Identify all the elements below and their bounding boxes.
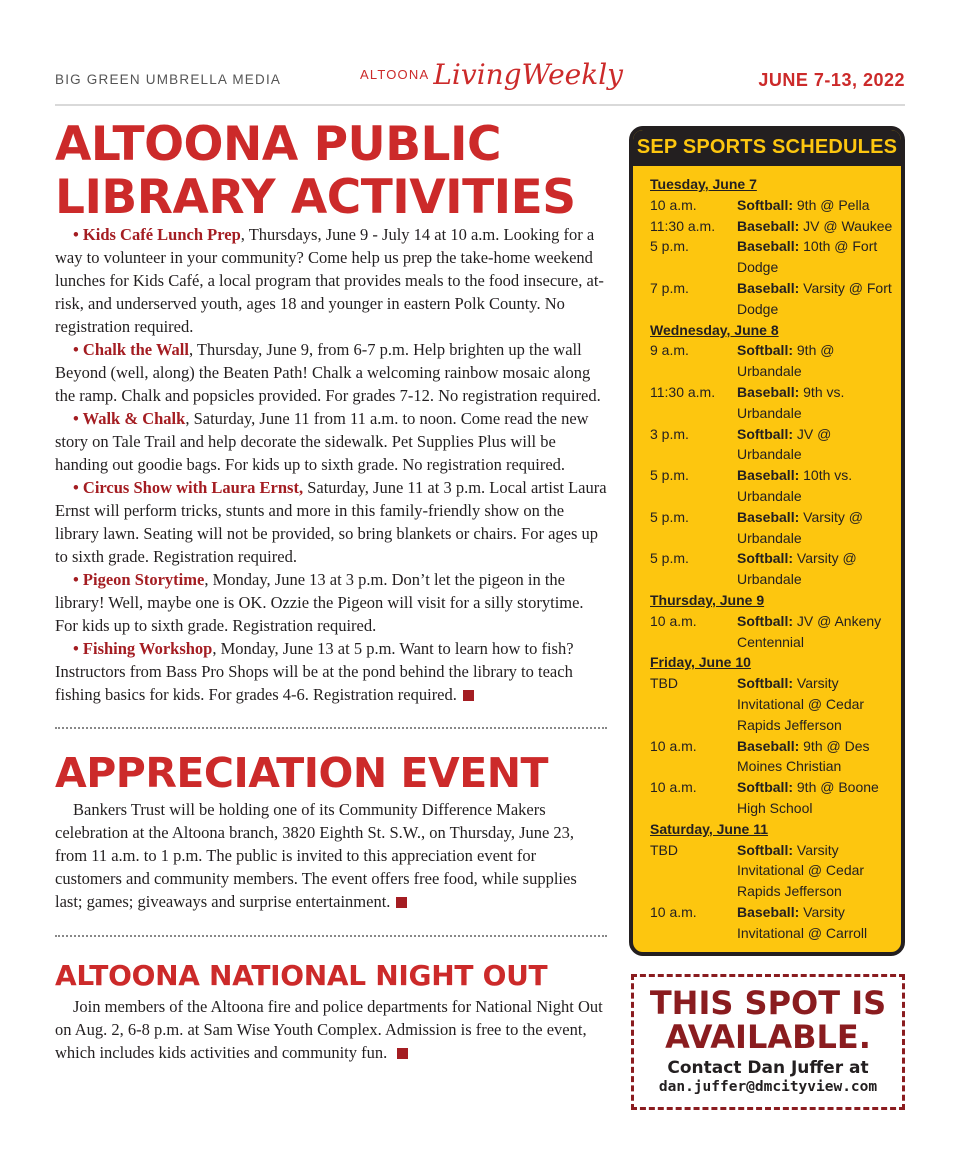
library-item bbox=[55, 476, 607, 568]
event-description bbox=[737, 195, 897, 216]
event-sport: Baseball: bbox=[737, 903, 800, 920]
event-detail: 9th @ Pella bbox=[793, 196, 870, 213]
event-time: 7 p.m. bbox=[650, 279, 689, 296]
event-detail: 9th @ Urbandale bbox=[737, 342, 835, 380]
schedule-day-heading: Wednesday, June 8 bbox=[650, 321, 779, 338]
library-item-text: Saturday, June 11 at 3 p.m. Local artist Laura Ernst will perform tricks, stunts and more in this family-friendly show on the library lawn. Seating will not be provided, so bring blankets or chairs. For ages up to sixth grade. Registration required. bbox=[55, 478, 607, 566]
event-description bbox=[737, 340, 897, 382]
section-divider bbox=[55, 935, 607, 937]
event-sport: Softball: bbox=[737, 342, 793, 359]
library-item-title: • Pigeon Storytime bbox=[73, 570, 205, 589]
sports-schedule-list bbox=[633, 166, 901, 943]
event-time: 10 a.m. bbox=[650, 903, 697, 920]
schedule-event bbox=[650, 548, 901, 590]
schedule-event bbox=[650, 216, 901, 237]
event-time: 5 p.m. bbox=[650, 550, 689, 567]
nightout-headline: ALTOONA NATIONAL NIGHT OUT bbox=[55, 959, 548, 992]
schedule-day-heading: Friday, June 10 bbox=[650, 654, 751, 671]
event-time: 10 a.m. bbox=[650, 779, 697, 796]
event-detail: 9th @ Des Moines Christian bbox=[737, 737, 870, 775]
event-time: 3 p.m. bbox=[650, 425, 689, 442]
appreciation-body: Bankers Trust will be holding one of its Community Difference Makers celebration at the Altoona branch, 3820 Eighth St. S.W., on Thursday, June 23, from 11 a.m. to 1 p.m. The public is invited to this appreciation event for customers and community members. The event offers free food, while supplies last; games; giveaways and surprise entertainment. bbox=[55, 800, 577, 911]
event-time: 10 a.m. bbox=[650, 612, 697, 629]
event-description bbox=[737, 840, 897, 902]
event-time: 5 p.m. bbox=[650, 467, 689, 484]
event-sport: Baseball: bbox=[737, 508, 800, 525]
publication-logo bbox=[360, 58, 623, 98]
event-time: 11:30 a.m. bbox=[650, 217, 716, 234]
event-description bbox=[737, 673, 897, 735]
issue-date: JUNE 7-13, 2022 bbox=[758, 70, 905, 90]
schedule-event bbox=[650, 278, 901, 320]
publisher-name: BIG GREEN UMBRELLA MEDIA bbox=[55, 72, 282, 87]
schedule-event bbox=[650, 673, 901, 735]
ad-contact: Contact Dan Juffer at bbox=[667, 1058, 869, 1078]
library-item bbox=[55, 568, 607, 637]
library-item-title: • Circus Show with Laura Ernst, bbox=[73, 478, 304, 497]
event-detail: Varsity Invitational @ Carroll bbox=[737, 903, 868, 941]
event-sport: Baseball: bbox=[737, 238, 800, 255]
masthead bbox=[55, 58, 905, 106]
library-item-text: , Saturday, June 11 from 11 a.m. to noon. Come read the new story on Tale Trail and help decorate the sidewalk. Pet Supplies Plus will be handing out goodie bags. For kids up to sixth grade. No registration required. bbox=[55, 409, 589, 474]
event-description bbox=[737, 278, 897, 320]
schedule-event bbox=[650, 611, 901, 653]
schedule-event bbox=[650, 840, 901, 902]
schedule-event bbox=[650, 340, 901, 382]
ad-headline-line2: AVAILABLE. bbox=[665, 1018, 871, 1056]
event-detail: 9th vs. Urbandale bbox=[737, 383, 845, 421]
event-detail: JV @ Waukee bbox=[799, 217, 893, 234]
event-sport: Softball: bbox=[737, 841, 793, 858]
library-item-title: • Walk & Chalk bbox=[73, 409, 186, 428]
event-sport: Baseball: bbox=[737, 737, 800, 754]
event-description bbox=[737, 611, 897, 653]
event-description bbox=[737, 216, 897, 237]
event-description bbox=[737, 236, 897, 278]
sports-schedule-title: SEP SPORTS SCHEDULES bbox=[633, 130, 901, 166]
event-description bbox=[737, 382, 897, 424]
end-mark-icon bbox=[397, 1048, 408, 1059]
schedule-event bbox=[650, 382, 901, 424]
event-sport: Baseball: bbox=[737, 279, 800, 296]
schedule-event bbox=[650, 507, 901, 549]
sports-schedule-box bbox=[629, 126, 905, 956]
event-sport: Softball: bbox=[737, 425, 793, 442]
ad-placeholder bbox=[631, 974, 905, 1110]
event-detail: JV @ Ankeny Centennial bbox=[737, 612, 882, 650]
event-detail: Varsity Invitational @ Cedar Rapids Jefferson bbox=[737, 675, 865, 733]
library-item-title: • Kids Café Lunch Prep bbox=[73, 225, 241, 244]
event-description bbox=[737, 424, 897, 466]
event-detail: Varsity @ Fort Dodge bbox=[737, 279, 892, 317]
schedule-day-heading: Tuesday, June 7 bbox=[650, 176, 757, 192]
event-detail: 9th @ Boone High School bbox=[737, 779, 879, 816]
event-detail: 10th @ Fort Dodge bbox=[737, 238, 878, 276]
event-time: 10 a.m. bbox=[650, 196, 697, 213]
event-sport: Baseball: bbox=[737, 217, 800, 234]
ad-headline-line1: THIS SPOT IS bbox=[649, 984, 887, 1022]
end-mark-icon bbox=[396, 897, 407, 908]
end-mark-icon bbox=[463, 690, 474, 701]
event-sport: Baseball: bbox=[737, 383, 800, 400]
library-item bbox=[55, 637, 607, 706]
library-item bbox=[55, 223, 607, 338]
schedule-day-heading: Thursday, June 9 bbox=[650, 591, 765, 608]
library-headline: ALTOONA PUBLIC LIBRARY ACTIVITIES bbox=[55, 117, 576, 225]
library-item-text: , Thursday, June 9, from 6-7 p.m. Help brighten up the wall Beyond (well, along) the Beaten Path! Chalk a welcoming rainbow mosaic along the ramp. Chalk and popsicles provided. For grades 7-12. No registration required. bbox=[55, 340, 601, 405]
schedule-event bbox=[650, 424, 901, 466]
event-time: TBD bbox=[650, 841, 678, 858]
event-time: 10 a.m. bbox=[650, 737, 697, 754]
event-description bbox=[737, 465, 897, 507]
event-description bbox=[737, 736, 897, 778]
appreciation-text bbox=[55, 798, 607, 913]
library-item-text: , Monday, June 13 at 5 p.m. Want to learn how to fish? Instructors from Bass Pro Shops will be at the pond behind the library to teach fishing basics for kids. For grades 4-6. Registration required. bbox=[55, 639, 574, 704]
logo-weekly: Weekly bbox=[521, 58, 623, 91]
event-detail: Varsity @ Urbandale bbox=[737, 550, 857, 588]
schedule-event bbox=[650, 777, 901, 819]
event-detail: Varsity Invitational @ Cedar Rapids Jefferson bbox=[737, 841, 865, 900]
library-item-text: , Monday, June 13 at 3 p.m. Don’t let the pigeon in the library! Well, maybe one is OK. Ozzie the Pigeon will visit for a silly storytime. For kids up to sixth grade. Registration required. bbox=[55, 570, 584, 635]
library-item bbox=[55, 407, 607, 476]
event-description bbox=[737, 548, 897, 590]
event-time: 9 a.m. bbox=[650, 342, 689, 359]
event-description bbox=[737, 777, 897, 819]
event-sport: Baseball: bbox=[737, 467, 800, 484]
event-time: 5 p.m. bbox=[650, 238, 689, 255]
event-detail: 10th vs. Urbandale bbox=[737, 467, 853, 504]
event-sport: Softball: bbox=[737, 612, 793, 629]
library-item-text: , Thursdays, June 9 - July 14 at 10 a.m. Looking for a way to volunteer in your community? Come help us prep the take-home weekend lunches for Kids Café, a local program that provides meals to the food insecure, at-risk, and underserved youth, ages 18 and younger in eastern Polk County. No registration required. bbox=[55, 225, 604, 336]
event-sport: Softball: bbox=[737, 550, 793, 567]
ad-email: dan.juffer@dmcityview.com bbox=[658, 1079, 878, 1095]
logo-city: ALTOONA bbox=[360, 67, 430, 82]
library-item-title: • Chalk the Wall bbox=[73, 340, 189, 359]
schedule-event bbox=[650, 902, 901, 944]
event-time: 5 p.m. bbox=[650, 508, 689, 525]
event-sport: Softball: bbox=[737, 675, 793, 692]
logo-living: Living bbox=[433, 58, 522, 91]
main-column bbox=[55, 118, 607, 1064]
event-sport: Softball: bbox=[737, 779, 793, 796]
event-time: TBD bbox=[650, 675, 678, 692]
event-detail: Varsity @ Urbandale bbox=[737, 508, 863, 546]
section-divider bbox=[55, 727, 607, 729]
event-description bbox=[737, 507, 897, 549]
event-description bbox=[737, 902, 897, 944]
schedule-day-heading: Saturday, June 11 bbox=[650, 820, 769, 837]
nightout-body: Join members of the Altoona fire and police departments for National Night Out on Aug. 2, 6-8 p.m. at Sam Wise Youth Complex. Admission is free to the event, which includes kids activities and community fun. bbox=[55, 997, 603, 1062]
event-detail: JV @ Urbandale bbox=[737, 425, 832, 463]
event-sport: Softball: bbox=[737, 196, 793, 213]
schedule-event bbox=[650, 465, 901, 507]
schedule-event bbox=[650, 236, 901, 278]
library-items bbox=[55, 223, 607, 706]
appreciation-headline: APPRECIATION EVENT bbox=[55, 749, 548, 797]
library-item bbox=[55, 338, 607, 407]
schedule-event bbox=[650, 736, 901, 778]
library-item-title: • Fishing Workshop bbox=[73, 639, 213, 658]
nightout-text bbox=[55, 995, 607, 1064]
schedule-event bbox=[650, 195, 901, 216]
event-time: 11:30 a.m. bbox=[650, 383, 716, 400]
